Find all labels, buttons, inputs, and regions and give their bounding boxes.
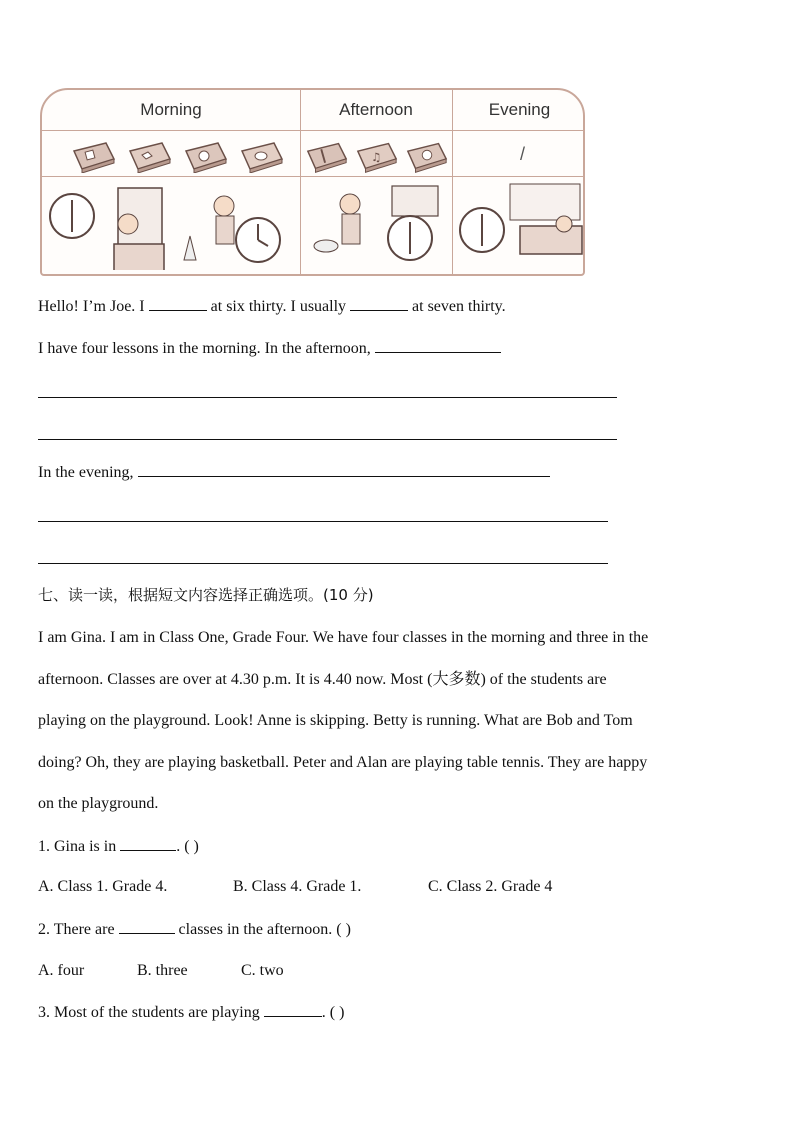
q1-option-c[interactable]: C. Class 2. Grade 4 xyxy=(428,878,553,895)
header-afternoon: Afternoon xyxy=(339,100,413,119)
passage1-line1: Hello! I’m Joe. I at six thirty. I usually at seven thirty. xyxy=(38,298,506,315)
book-icon xyxy=(70,139,118,173)
answer-blank[interactable] xyxy=(138,462,550,477)
q2-option-c[interactable]: C. two xyxy=(241,962,284,979)
answer-blank[interactable] xyxy=(264,1002,322,1017)
header-morning: Morning xyxy=(140,100,202,119)
q2-option-a[interactable]: A. four xyxy=(38,962,85,979)
book-icon xyxy=(304,139,350,173)
getting-up-scene xyxy=(44,180,296,272)
passage1-line3: In the evening, xyxy=(38,462,550,483)
passage-line: on the playground. xyxy=(38,795,159,812)
section7-heading: 七、读一读，根据短文内容选择正确选项。(10 分) xyxy=(38,586,374,604)
book-icon xyxy=(404,139,450,173)
answer-blank[interactable] xyxy=(119,919,175,934)
svg-text:♫: ♫ xyxy=(371,149,382,164)
q2-option-b[interactable]: B. three xyxy=(137,962,188,979)
writing-line[interactable] xyxy=(38,563,608,564)
book-icon xyxy=(354,139,400,173)
passage-line: playing on the playground. Look! Anne is skipping. Betty is running. What are Bob and Tom xyxy=(38,712,633,729)
evening-subject-empty: / xyxy=(520,144,526,164)
question-1: 1. Gina is in . ( ) xyxy=(38,838,199,855)
q1-option-b[interactable]: B. Class 4. Grade 1. xyxy=(233,878,362,895)
answer-blank[interactable] xyxy=(120,836,176,851)
passage-line: afternoon. Classes are over at 4.30 p.m. It is 4.40 now. Most (大多数) of the students are xyxy=(38,671,607,688)
answer-blank[interactable] xyxy=(375,338,501,353)
book-icon xyxy=(182,139,230,173)
passage-line: doing? Oh, they are playing basketball. Peter and Alan are playing table tennis. They are happy xyxy=(38,754,648,771)
row-divider xyxy=(42,130,583,131)
header-evening: Evening xyxy=(488,100,551,119)
afternoon-subjects xyxy=(304,134,450,178)
question-2: 2. There are classes in the afternoon. ( ) xyxy=(38,921,351,938)
question-3: 3. Most of the students are playing . ( ) xyxy=(38,1004,345,1021)
going-home-scene xyxy=(304,180,450,272)
writing-line[interactable] xyxy=(38,439,617,440)
writing-line[interactable] xyxy=(38,521,608,522)
answer-blank[interactable] xyxy=(350,296,408,311)
going-to-bed-scene xyxy=(454,180,584,272)
passage1-line2: I have four lessons in the morning. In the afternoon, xyxy=(38,338,501,359)
book-icon xyxy=(126,139,174,173)
writing-line[interactable] xyxy=(38,397,617,398)
answer-blank[interactable] xyxy=(149,296,207,311)
schedule-table xyxy=(40,88,585,276)
passage-line: I am Gina. I am in Class One, Grade Four. We have four classes in the morning and three in the xyxy=(38,629,649,646)
book-icon xyxy=(238,139,286,173)
morning-subjects xyxy=(70,134,286,178)
q1-option-a[interactable]: A. Class 1. Grade 4. xyxy=(38,878,168,895)
